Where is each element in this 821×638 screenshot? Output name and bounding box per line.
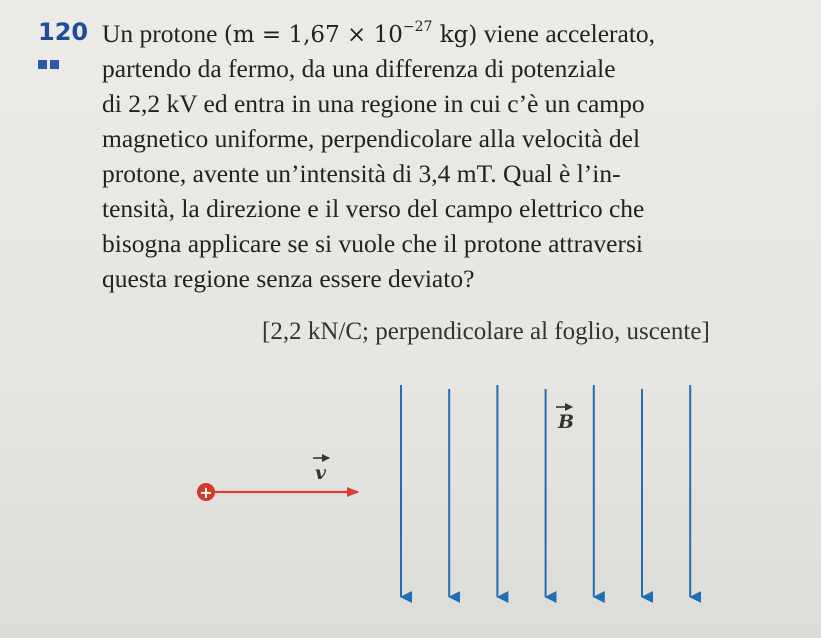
proton-charge: +	[199, 483, 213, 502]
velocity-label	[313, 458, 329, 484]
problem-line: magnetico uniforme, perpendicolare alla velocità del	[102, 124, 641, 153]
problem-line: protone, avente un’intensità di 3,4 mT. Qual è l’in-	[102, 159, 621, 188]
magnetic-field-lines	[401, 385, 690, 597]
answer-text: [2,2 kN/C; perpendicolare al foglio, uscente]	[262, 318, 710, 345]
problem-line: questa regione senza essere deviato?	[102, 264, 475, 293]
proton	[197, 483, 215, 502]
problem-line: bisogna applicare se si vuole che il protone attraversi	[102, 229, 643, 258]
mass-value: (m = 1,67 × 10	[223, 22, 403, 48]
velocity-label-text: v	[315, 462, 327, 484]
problem-line: tensità, la direzione e il verso del campo elettrico che	[102, 194, 645, 223]
field-label	[556, 407, 574, 433]
field-label-text: B	[558, 411, 575, 433]
problem-line: di 2,2 kV ed entra in una regione in cui c’è un campo	[102, 89, 645, 118]
line1-text-before: Un protone	[102, 19, 218, 48]
line1-text-after: viene accelerato,	[483, 19, 656, 48]
mass-unit: kg)	[432, 22, 478, 48]
problem-line: partendo da fermo, da una differenza di potenziale	[102, 54, 616, 83]
problem-number: 120	[38, 18, 89, 46]
mass-exponent: −27	[402, 19, 433, 35]
